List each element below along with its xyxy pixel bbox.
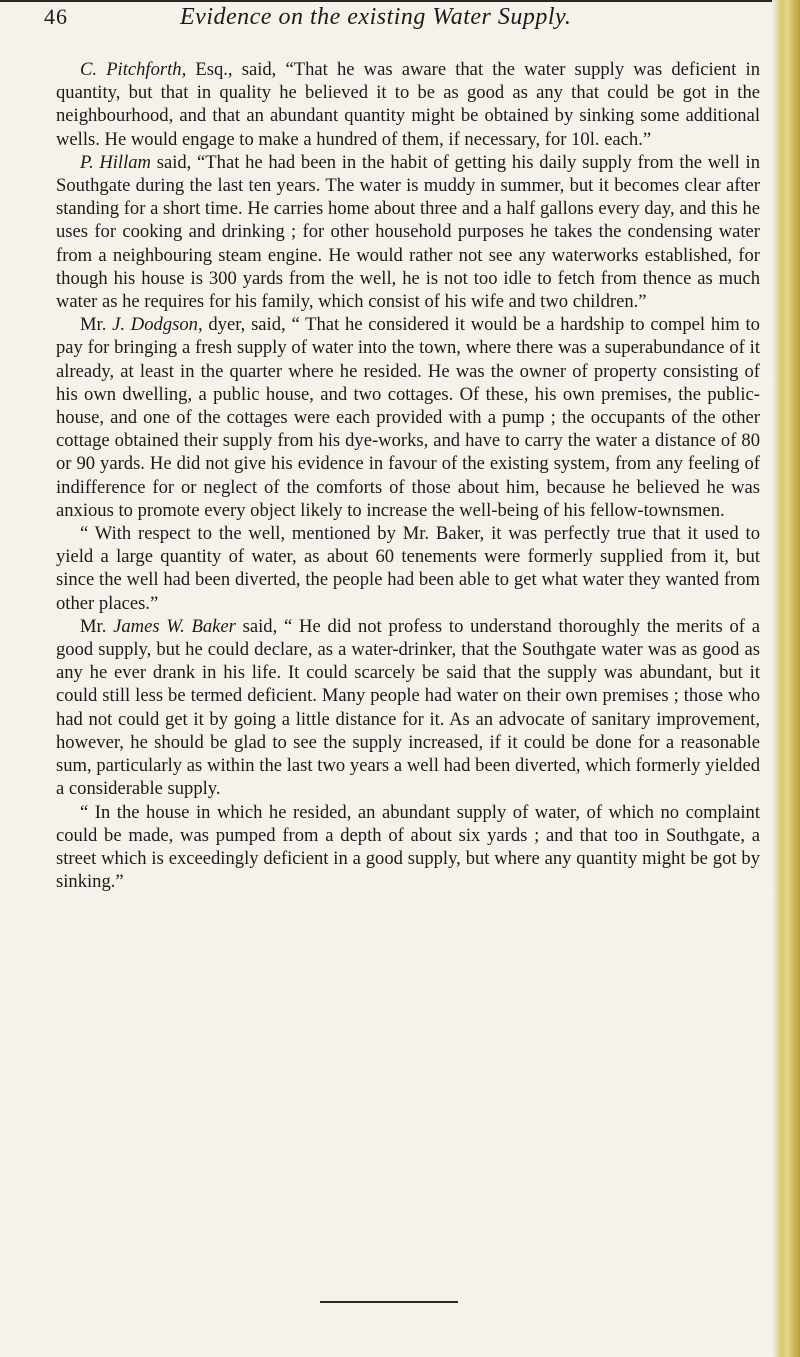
speaker-name: P. Hillam bbox=[80, 151, 151, 173]
page-header bbox=[40, 4, 760, 38]
paragraph-pitchforth bbox=[56, 58, 760, 151]
speaker-prefix: Mr. bbox=[80, 615, 114, 637]
running-title: Evidence on the existing Water Supply. bbox=[180, 4, 572, 30]
paragraph-house bbox=[56, 801, 760, 894]
page-number: 46 bbox=[44, 4, 68, 29]
body-text bbox=[56, 58, 760, 893]
paragraph-text: “ With respect to the well, mentioned by Mr. Baker, it was perfectly true that it used to yield a large quantity of water, as about 60 tenements were formerly supplied from it, but since the well had been diverted, the people had been able to get what water they wanted from other places.” bbox=[56, 523, 760, 614]
speaker-name: James W. Baker bbox=[113, 615, 236, 637]
page-edge bbox=[772, 0, 800, 1357]
paragraph-text: said, “That he had been in the habit of getting his daily supply from the well in Southgate during the last ten years. The water is muddy in summer, but it becomes clear after standing for a short time. He carries home about three and a half gallons every day, and this he uses for cooking and drinking ; for other household purposes he takes the condensing water from a neighbouring steam engine. He would rather not see any waterworks established, for though his house is 300 yards from the well, he is not too idle to fetch from thence as much water as he requires for his family, which consist of his wife and two children.” bbox=[56, 151, 760, 313]
paragraph-text: dyer, said, “ That he considered it would be a hardship to compel him to pay for bringing a fresh supply of water into the town, where there was a superabundance of it already, at least in the quarter where he resided. He was the owner of property consisting of his own dwelling, a public house, and two cottages. Of these, his own premises, the public-house, and one of the cottages were each provided with a pump ; the occupants of the other cottage obtained their supply from his dye-works, and have to carry the water a distance of 80 or 90 yards. He did not give his evidence in favour of the existing system, from any feeling of indifference for or neglect of the comforts of those about him, because he believed he was anxious to promote every object likely to increase the well-being of his fellow-townsmen. bbox=[56, 314, 760, 521]
paragraph-baker bbox=[56, 615, 760, 801]
paragraph-text: “ In the house in which he resided, an abundant supply of water, of which no complaint could be made, was pumped from a depth of about six yards ; and that too in Southgate, a street which is exceedingly deficient in a good supply, but where any quantity might be got by sinking.” bbox=[56, 801, 760, 893]
end-rule bbox=[320, 1301, 458, 1303]
paragraph-text: said, “ He did not profess to understand thoroughly the merits of a good supply, but he could declare, as a water-drinker, that the Southgate water was as good as any he ever drank in his life. It could scarcely be said that the supply was abundant, but it could still less be termed deficient. Many people had water on their own premises ; those who had not could get it by going a little distance for it. As an advocate of sanitary improvement, however, he should be glad to see the supply increased, if it could be done for a reasonable sum, particularly as within the last two years a well had been diverted, which formerly yielded a considerable supply. bbox=[56, 615, 761, 800]
paragraph-well bbox=[56, 522, 760, 615]
paragraph-hillam bbox=[56, 151, 760, 313]
speaker-name: C. Pitchforth, bbox=[80, 59, 187, 80]
paragraph-dodgson bbox=[56, 313, 760, 522]
speaker-name: J. Dodgson, bbox=[112, 314, 203, 336]
paragraph-text: Esq., said, “That he was aware that the water supply was deficient in quantity, but that in quality he believed it to be as good as any that could be got in the neighbourhood, and that an abundant quantity might be obtained by sinking some additional wells. He would engage to make a hundred of them, if necessary, for 10l. each.” bbox=[56, 59, 760, 150]
speaker-prefix: Mr. bbox=[80, 314, 113, 336]
top-rule bbox=[0, 0, 780, 2]
